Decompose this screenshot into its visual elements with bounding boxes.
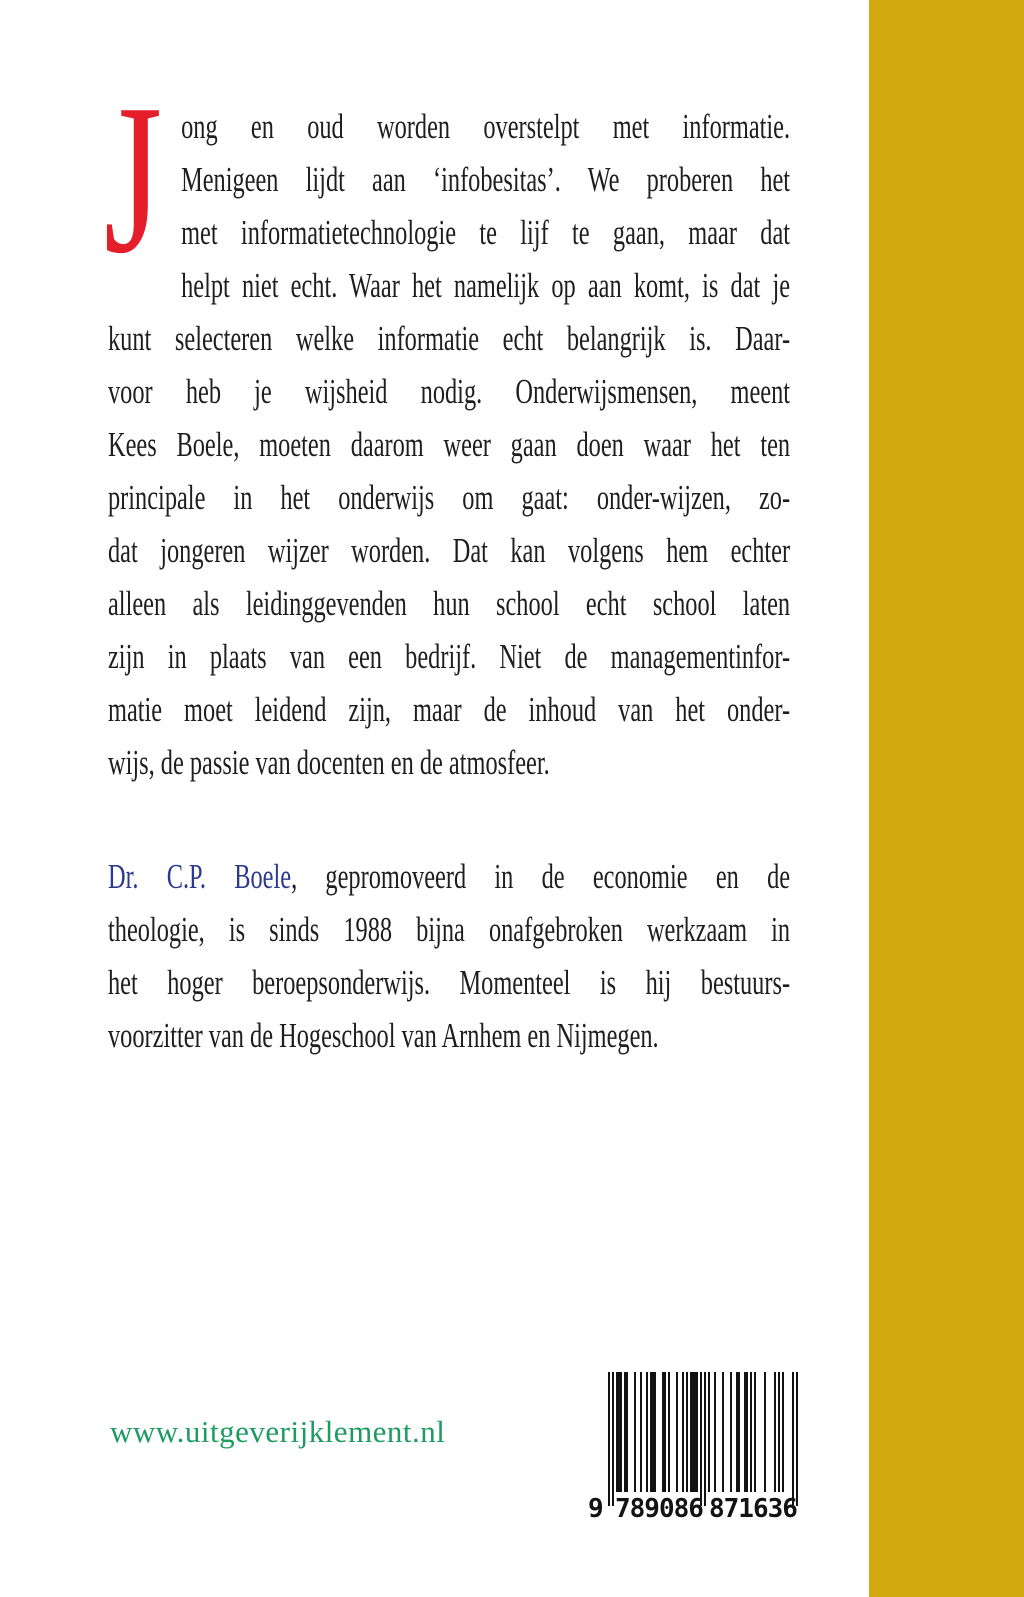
publisher-website-url: www.uitgeverijklement.nl: [110, 1414, 446, 1449]
dropcap-j: J: [103, 59, 163, 298]
blurb-line: ong en oud worden overstelpt met informatie.: [181, 107, 791, 146]
barcode-bars: [588, 1372, 802, 1508]
bio-line: theologie, is sinds 1988 bijna onafgebroken werkzaam in: [108, 910, 791, 949]
blurb-line: met informatietechnologie te lijf te gaan, maar dat: [181, 213, 791, 252]
blurb-line: matie moet leidend zijn, maar de inhoud van het onder-: [108, 690, 791, 729]
blurb-line: wijs, de passie van docenten en de atmosfeer.: [108, 743, 550, 782]
bio-line: voorzitter van de Hogeschool van Arnhem en Nijmegen.: [108, 1016, 659, 1055]
barcode-digits-left: 789086: [615, 1494, 703, 1524]
blurb-line: principale in het onderwijs om gaat: onder-wijzen, zo-: [108, 478, 791, 517]
blurb-line: voor heb je wijsheid nodig. Onderwijsmensen, meent: [108, 372, 791, 411]
blurb-line: alleen als leidinggevenden hun school echt school laten: [108, 584, 791, 623]
bio-line-rest: , gepromoveerd in de economie en de: [291, 857, 791, 896]
blurb-line: dat jongeren wijzer worden. Dat kan volgens hem echter: [108, 531, 791, 570]
blurb-line: Kees Boele, moeten daarom weer gaan doen waar het ten: [108, 425, 791, 464]
bio-line: [108, 850, 790, 903]
blurb-line: Menigeen lijdt aan ‘infobesitas’. We proberen het: [181, 160, 791, 199]
blurb-line: kunt selecteren welke informatie echt belangrijk is. Daar-: [108, 319, 791, 358]
barcode-digits-right: 871636: [709, 1494, 797, 1524]
blurb-paragraph: [103, 59, 791, 789]
blurb-line: zijn in plaats van een bedrijf. Niet de managementinfor-: [108, 637, 791, 676]
isbn-barcode: [588, 1372, 802, 1522]
blurb-line: helpt niet echt. Waar het namelijk op aan komt, is dat je: [181, 266, 791, 305]
author-bio: [108, 850, 790, 1062]
barcode-digit-prefix: 9: [588, 1494, 603, 1524]
bio-line: het hoger beroepsonderwijs. Momenteel is hij bestuurs-: [108, 963, 791, 1002]
author-name: Dr. C.P. Boele: [108, 857, 292, 896]
gold-stripe: [869, 0, 1024, 1597]
